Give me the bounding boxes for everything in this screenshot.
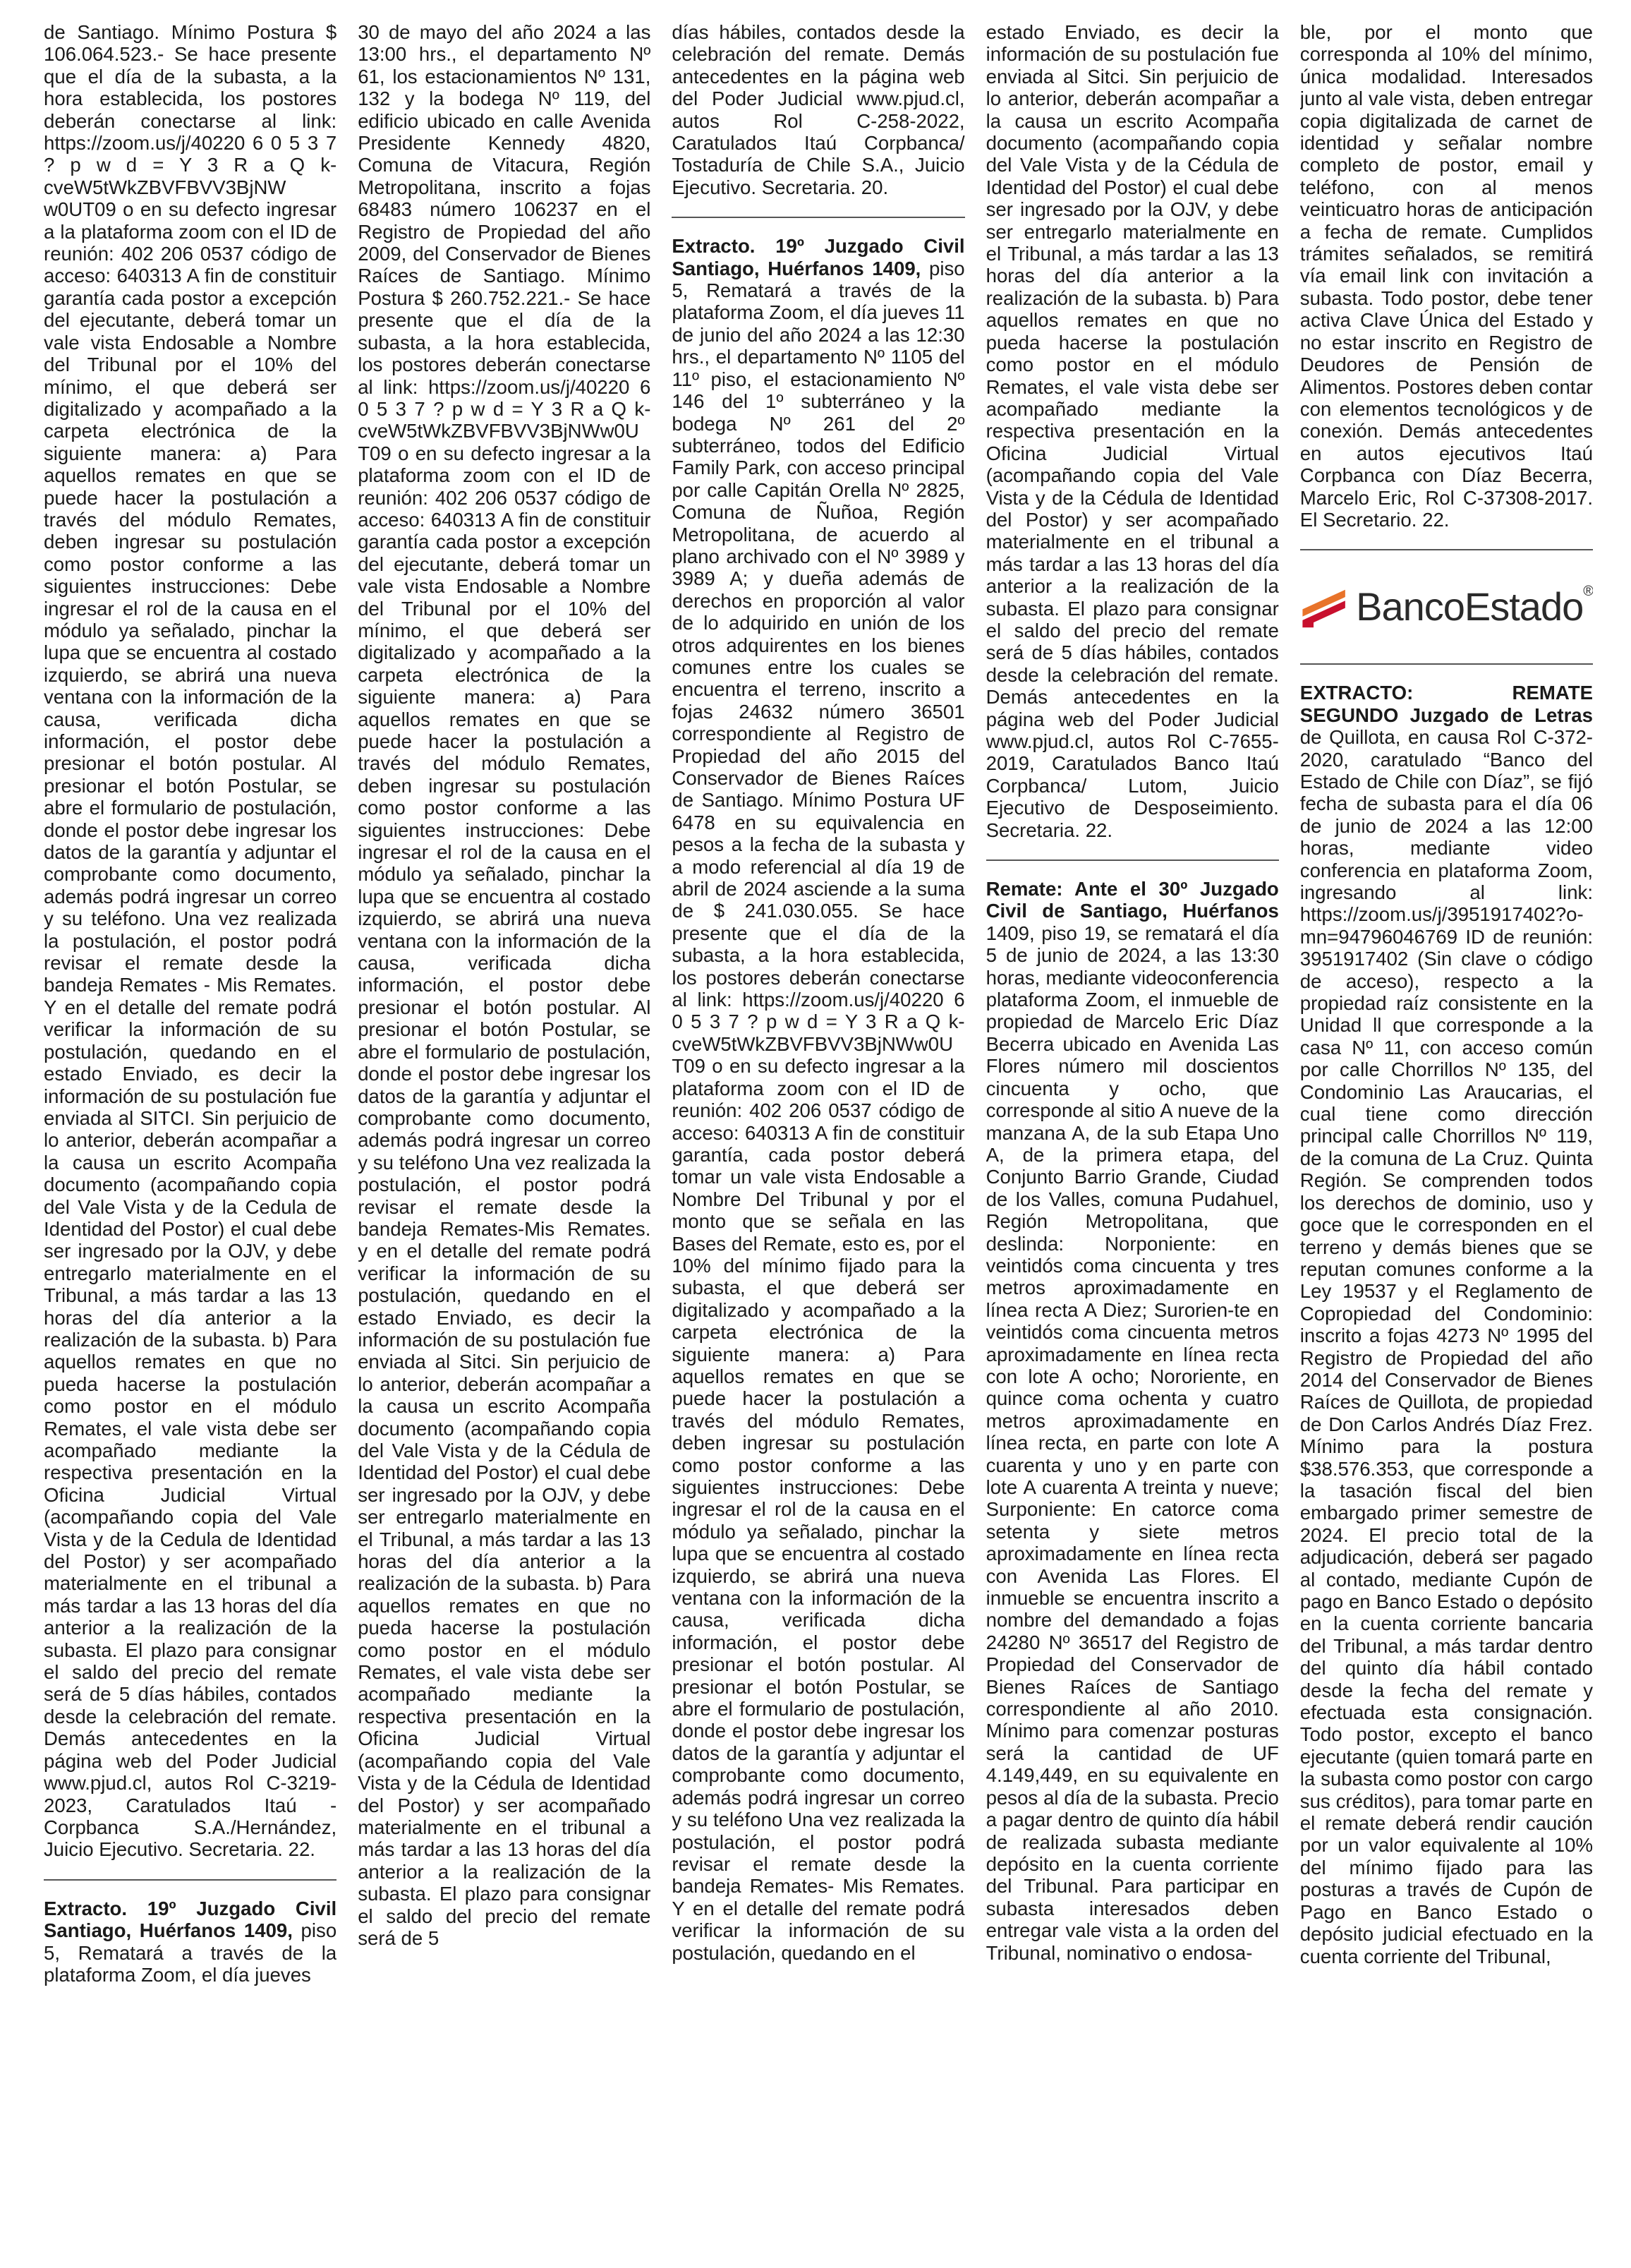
logo-name: BancoEstado: [1356, 584, 1584, 629]
notice-text: 30 de mayo del año 2024 a las 13:00 hrs., el departamento Nº 61, los estacionamientos Nº 131, 132 y la bodega Nº 119, del edificio ubicado en calle Avenida Presidente Kennedy 4820, Comuna de Vitacura, Región Metropolitana, inscrito a fojas 68483 número 106237 en el Registro de Propiedad del año 2009, del Conservador de Bienes Raíces de Santiago. Mínimo Postura $ 260.752.221.- Se hace presente que el día de la subasta, a la hora establecida, los postores deberán conectarse al link: https://zoom.us/j/40220 6 0 5 3 7 ? p w d = Y 3 R a Q k-cveW5tWkZBVFBVV3BjNWw0UT09 o en su defecto ingresar a la plataforma zoom con el ID de reunión: 402 206 0537 código de acceso: 640313 A fin de constituir garantía cada postor a excepción del ejecutante, deberá tomar un vale vista Endosable a Nombre del Tribunal por el 10% del mínimo, el que deberá ser digitalizado y acompañado a la carpeta electrónica de la siguiente manera: a) Para aquellos remates en que se puede hacer la postulación a través del módulo Remates, deben ingresar su postulación como postor conforme a las siguientes instrucciones: Debe ingresar el rol de la causa en el módulo ya señalado, pinchar la lupa que se encuentra al costado izquierdo, se abrirá una nueva ventana con la información de la causa, verificada dicha información, el postor debe presionar el botón postular. Al presionar el botón Postular, se abre el formulario de postulación, donde el postor debe ingresar los datos de la garantía y adjuntar el comprobante como documento, además podrá ingresar un correo y su teléfono Una vez realizada la postulación, el postor podrá revisar el remate desde la bandeja Remates-Mis Remates. y en el detalle del remate podrá verificar la información de su postulación, quedando en el estado Enviado, es decir la información de su postulación fue enviada al Sitci. Sin perjuicio de lo anterior, deberán acompañar a la causa un escrito Acompaña documento (acompañando copia del Vale Vista y de la Cédula de Identidad del Postor) el cual debe ser ingresado por la OJV, y debe ser entregarlo materialmente en el Tribunal, a más tardar a las 13 horas del día anterior a la realización de la subasta. b) Para aquellos remates en que no pueda hacerse la postulación como postor en el módulo Remates, el vale vista debe ser acompañado mediante la respectiva presentación en la Oficina Judicial Virtual (acompañando copia del Vale Vista y de la Cédula de Identidad del Postor) y ser acompañado materialmente en el tribunal a más tardar a las 13 horas del día anterior a la realización de la subasta. El plazo para consignar el saldo del precio del remate será de 5: [358, 21, 651, 1949]
divider: [986, 859, 1279, 861]
column-5: [1300, 21, 1593, 2251]
notice-heading: Remate: Ante el 30º Juzgado Civil de Santiago, Huérfanos: [986, 878, 1279, 922]
divider: [1300, 663, 1593, 665]
column-3: [672, 21, 964, 2251]
divider: [672, 217, 964, 218]
registered-mark: ®: [1583, 583, 1593, 599]
notice-text: días hábiles, contados desde la celebración del remate. Demás antecedentes en la página web del Poder Judicial www.pjud.cl, autos Rol C-258-2022, Caratulados Itaú Corpbanca/ Tostaduría de Chile S.A., Juicio Ejecutivo. Secretaria. 20.: [672, 21, 965, 198]
notice-heading: Extracto. 19º Juzgado Civil Santiago, Huérfanos 1409,: [44, 1897, 337, 1942]
divider: [1300, 549, 1593, 550]
bancoestado-logo: [1300, 567, 1593, 645]
logo-wordmark: [1356, 584, 1593, 629]
notice: [44, 1898, 336, 1986]
notice-text: ble, por el monto que corresponda al 10% del mínimo, única modalidad. Interesados junto al vale vista, deben entregar copia digitalizada de carnet de identidad y señalar nombre completo de postor, email y teléfono, con al menos veinticuatro horas de anticipación a fecha de remate. Cumplidos trámites señalados, se remitirá vía email link con invitación a subasta. Todo postor, debe tener activa Clave Única del Estado y no estar inscrito en Registro de Deudores de Pensión de Alimentos. Postores deben contar con elementos tecnológicos y de conexión. Demás antecedentes en autos ejecutivos Itaú Corpbanca con Díaz Becerra, Marcelo Eric, Rol C-37308-2017. El Secretario. 22.: [1299, 21, 1593, 531]
column-2: [358, 21, 650, 2251]
notice: [672, 235, 964, 1964]
notice-text: piso 5, Rematará a través de la plataforma Zoom, el día jueves: [44, 1919, 337, 1986]
notice-text: piso 5, Rematará a través de la plataforma Zoom, el día jueves 11 de junio del año 2024 a las 12:30 hrs., el departamento Nº 1105 del 11º piso, el estacionamiento Nº 146 del 1º subterráneo y la bodega Nº 261 del 2º subterráneo, todos del Edificio Family Park, con acceso principal por calle Capitán Orella Nº 2825, Comuna de Ñuñoa, Región Metropolitana, de acuerdo al plano archivado con el Nº 3989 y 3989 A; y dueña además de derechos en proporción al valor de lo adquirido en unión de los otros adquirentes en los bienes comunes entre los cuales se encuentra el terreno, inscrito a fojas 24632 número 36501 correspondiente al Registro de Propiedad del año 2015 del Conservador de Bienes Raíces de Santiago. Mínimo Postura UF 6478 en su equivalencia en pesos a la fecha de la subasta y a modo referencial al día 19 de abril de 2024 asciende a la suma de $ 241.030.055. Se hace presente que el día de la subasta, a la hora establecida, los postores deberán conectarse al link: https://zoom.us/j/40220 6 0 5 3 7 ? p w d = Y 3 R a Q k-cveW5tWkZBVFBVV3BjNWw0UT09 o en su defecto ingresar a la plataforma zoom con el ID de reunión: 402 206 0537 código de acceso: 640313 A fin de constituir garantía, cada postor deberá tomar un vale vista Endosable a Nombre Del Tribunal y por el monto que se señala en las Bases del Remate, esto es, por el 10% del mínimo fijado para la subasta, el que deberá ser digitalizado y acompañado a la carpeta electrónica de la siguiente manera: a) Para aquellos remates en que se puede hacer la postulación a través del módulo Remates, deben ingresar su postulación como postor conforme a las siguientes instrucciones: Debe ingresar el rol de la causa en el módulo ya señalado, pinchar la lupa que se encuentra al costado izquierdo, se abrirá una nueva ventana con la información de la causa, verificada dicha información, el postor debe presionar el botón postular. Al presionar el botón Postular, se abre el formulario de postulación, donde el postor debe ingresar los datos de la garantía y adjuntar el comprobante como documento, además podrá ingresar un correo y su teléfono Una vez realizada la postulación, el postor podrá revisar el remate desde la bandeja Remates- Mis Remates. Y en el detalle del remate podrá verificar la información de su postulación, quedando en el: [672, 257, 965, 1964]
notice-heading: Extracto. 19º Juzgado Civil Santiago, Huérfanos 1409,: [672, 235, 965, 279]
bancoestado-logo-icon: [1300, 579, 1347, 634]
notice-text: estado Enviado, es decir la información de su postulación fue enviada al Sitci. Sin perjuicio de lo anterior, deberán acompañar a la causa un escrito Acompaña documento (acompañando copia del Vale Vista y de la Cédula de Identidad del Postor) el cual debe ser ingresado por la OJV, y debe ser entregarlo materialmente en el Tribunal, a más tardar a las 13 horas del día anterior a la realización de la subasta. b) Para aquellos remates en que no pueda hacerse la postulación como postor en el módulo Remates, el vale vista debe ser acompañado mediante la respectiva presentación en la Oficina Judicial Virtual (acompañando copia del Vale Vista y de la Cédula de Identidad del Postor) y ser acompañado materialmente en el tribunal a más tardar a las 13 horas del día anterior a la realización de la subasta. El plazo para consignar el saldo del precio del remate será de 5 días hábiles, contados desde la celebración del remate. Demás antecedentes en la página web del Poder Judicial www.pjud.cl, autos Rol C-7655-2019, Caratulados Banco Itaú Corpbanca/ Lutom, Juicio Ejecutivo de Desposeimiento. Secretaria. 22.: [986, 21, 1279, 841]
divider: [44, 1879, 336, 1881]
notice-heading: EXTRACTO: REMATE SEGUNDO Juzgado de Letras: [1299, 682, 1593, 726]
column-1: [44, 21, 336, 2251]
column-4: [986, 21, 1279, 2251]
notice-text: de Santiago. Mínimo Postura $ 106.064.523.- Se hace presente que el día de la subasta, a la hora establecida, los postores deberán conectarse al link: https://zoom.us/j/40220 6 0 5 3 7 ? p w d = Y 3 R a Q k-cveW5tWkZBVFBVV3BjNW w0UT09 o en su defecto ingresar a la plataforma zoom con el ID de reunión: 402 206 0537 código de acceso: 640313 A fin de constituir garantía cada postor a excepción del ejecutante, deberá tomar un vale vista Endosable a Nombre del Tribunal por el 10% del mínimo, el que deberá ser digitalizado y acompañado a la carpeta electrónica de la siguiente manera: a) Para aquellos remates en que se puede hacer la postulación a través del módulo Remates, deben ingresar su postulación como postor conforme a las siguientes instrucciones: Debe ingresar el rol de la causa en el módulo ya señalado, pinchar la lupa que se encuentra al costado izquierdo, se abrirá una nueva ventana con la información de la causa, verificada dicha información, el postor debe presionar el botón postular. Al presionar el botón Postular, se abre el formulario de postulación, donde el postor debe ingresar los datos de la garantía y adjuntar el comprobante como documento, además podrá ingresar un correo y su teléfono. Una vez realizada la postulación, el postor podrá revisar el remate desde la bandeja Remates - Mis Remates. Y en el detalle del remate podrá verificar la información de su postulación, quedando en el estado Enviado, es decir la información de su postulación fue enviada al SITCI. Sin perjuicio de lo anterior, deberán acompañar a la causa un escrito Acompaña documento (acompañando copia del Vale Vista y de la Cedula de Identidad del Postor) el cual debe ser ingresado por la OJV, y debe entregarlo materialmente en el Tribunal, a más tardar a las 13 horas del día anterior a la realización de la subasta. b) Para aquellos remates en que no pueda hacerse la postulación como postor en el módulo Remates, el vale vista debe ser acompañado mediante la respectiva presentación en la Oficina Judicial Virtual (acompañando copia del Vale Vista y de la Cedula de Identidad del Postor) y ser acompañado materialmente en el tribunal a más tardar a las 13 horas del día anterior a la realización de la subasta. El plazo para consignar el saldo del precio del remate será de 5 días hábiles, contados desde la celebración del remate. Demás antecedentes en la página web del Poder Judicial www.pjud.cl, autos Rol C-3219-2023, Caratulados Itaú - Corpbanca S.A./Hernández, Juicio Ejecutivo. Secretaria. 22.: [44, 21, 337, 1861]
notice: [1300, 682, 1593, 1967]
notice-text: 1409, piso 19, se rematará el día 5 de junio de 2024, a las 13:30 horas, mediante videoconferencia plataforma Zoom, el inmueble de propiedad de Marcelo Eric Díaz Becerra ubicado en Avenida Las Flores número mil doscientos cincuenta y ocho, que corresponde al sitio A nueve de la manzana A, de la sub Etapa Uno A, de la primera etapa, del Conjunto Barrio Grande, Ciudad de los Valles, comuna Pudahuel, Región Metropolitana, que deslinda: Norponiente: en veintidós coma cincuenta y tres metros aproximadamente en línea recta A Diez; Surorien-te en veintidós coma cincuenta metros aproximadamente en línea recta con lote A ocho; Nororiente, en quince coma ochenta y cuatro metros aproximadamente en línea recta, en parte con lote A cuarenta y uno y en parte con lote A cuarenta A treinta y nueve; Surponiente: En catorce coma setenta y siete metros aproximadamente en línea recta con Avenida Las Flores. El inmueble se encuentra inscrito a nombre del demandado a fojas 24280 Nº 36517 del Registro de Propiedad del Conservador de Bienes Raíces de Santiago correspondiente al año 2010. Mínimo para comenzar posturas será la cantidad de UF 4.149,449, en su equivalente en pesos al día de la subasta. Precio a pagar dentro de quinto día hábil de realizada subasta mediante depósito en la cuenta corriente del Tribunal. Para participar en subasta interesados deben entregar vale vista a la orden del Tribunal, nominativo o endosa-: [986, 922, 1279, 1964]
notice: [986, 878, 1279, 1964]
newspaper-page: [44, 21, 1593, 2251]
notice-text: de Quillota, en causa Rol C-372-2020, caratulado “Banco del Estado de Chile con Díaz”, se fijó fecha de subasta para el día 06 de junio de 2024 a las 12:00 horas, mediante video conferencia en plataforma Zoom, ingresando al link: https://zoom.us/j/3951917402?o-mn=94796046769 ID de reunión: 3951917402 (Sin clave o código de acceso), respecto a la propiedad raíz consistente en la Unidad ll que corresponde a la casa Nº 11, con acceso común por calle Chorrillos Nº 135, del Condominio Las Araucarias, el cual tiene como dirección principal calle Chorrillos Nº 119, de la comuna de La Cruz. Quinta Región. Se comprenden todos los derechos de dominio, uso y goce que le corresponden en el terreno y demás bienes que se reputan comunes conforme a la Ley 19537 y el Reglamento de Copropiedad del Condominio: inscrito a fojas 4273 Nº 1995 del Registro de Propiedad del año 2014 del Conservador de Bienes Raíces de Quillota, de propiedad de Don Carlos Andrés Díaz Frez. Mínimo para la postura $38.576.353, que corresponde a la tasación fiscal del bien embargado primer semestre de 2024. El precio total de la adjudicación, deberá ser pagado al contado, mediante Cupón de pago en Banco Estado o depósito en la cuenta corriente bancaria del Tribunal, a más tardar dentro del quinto día hábil contado desde la fecha del remate y efectuada esta consignación. Todo postor, excepto el banco ejecutante (quien tomará parte en la subasta como postor con cargo sus créditos), para tomar parte en el remate deberá rendir caución por un valor equivalente al 10% del mínimo fijado para las posturas a través de Cupón de Pago en Banco Estado o depósito judicial efectuado en la cuenta corriente del Tribunal,: [1299, 726, 1593, 1967]
